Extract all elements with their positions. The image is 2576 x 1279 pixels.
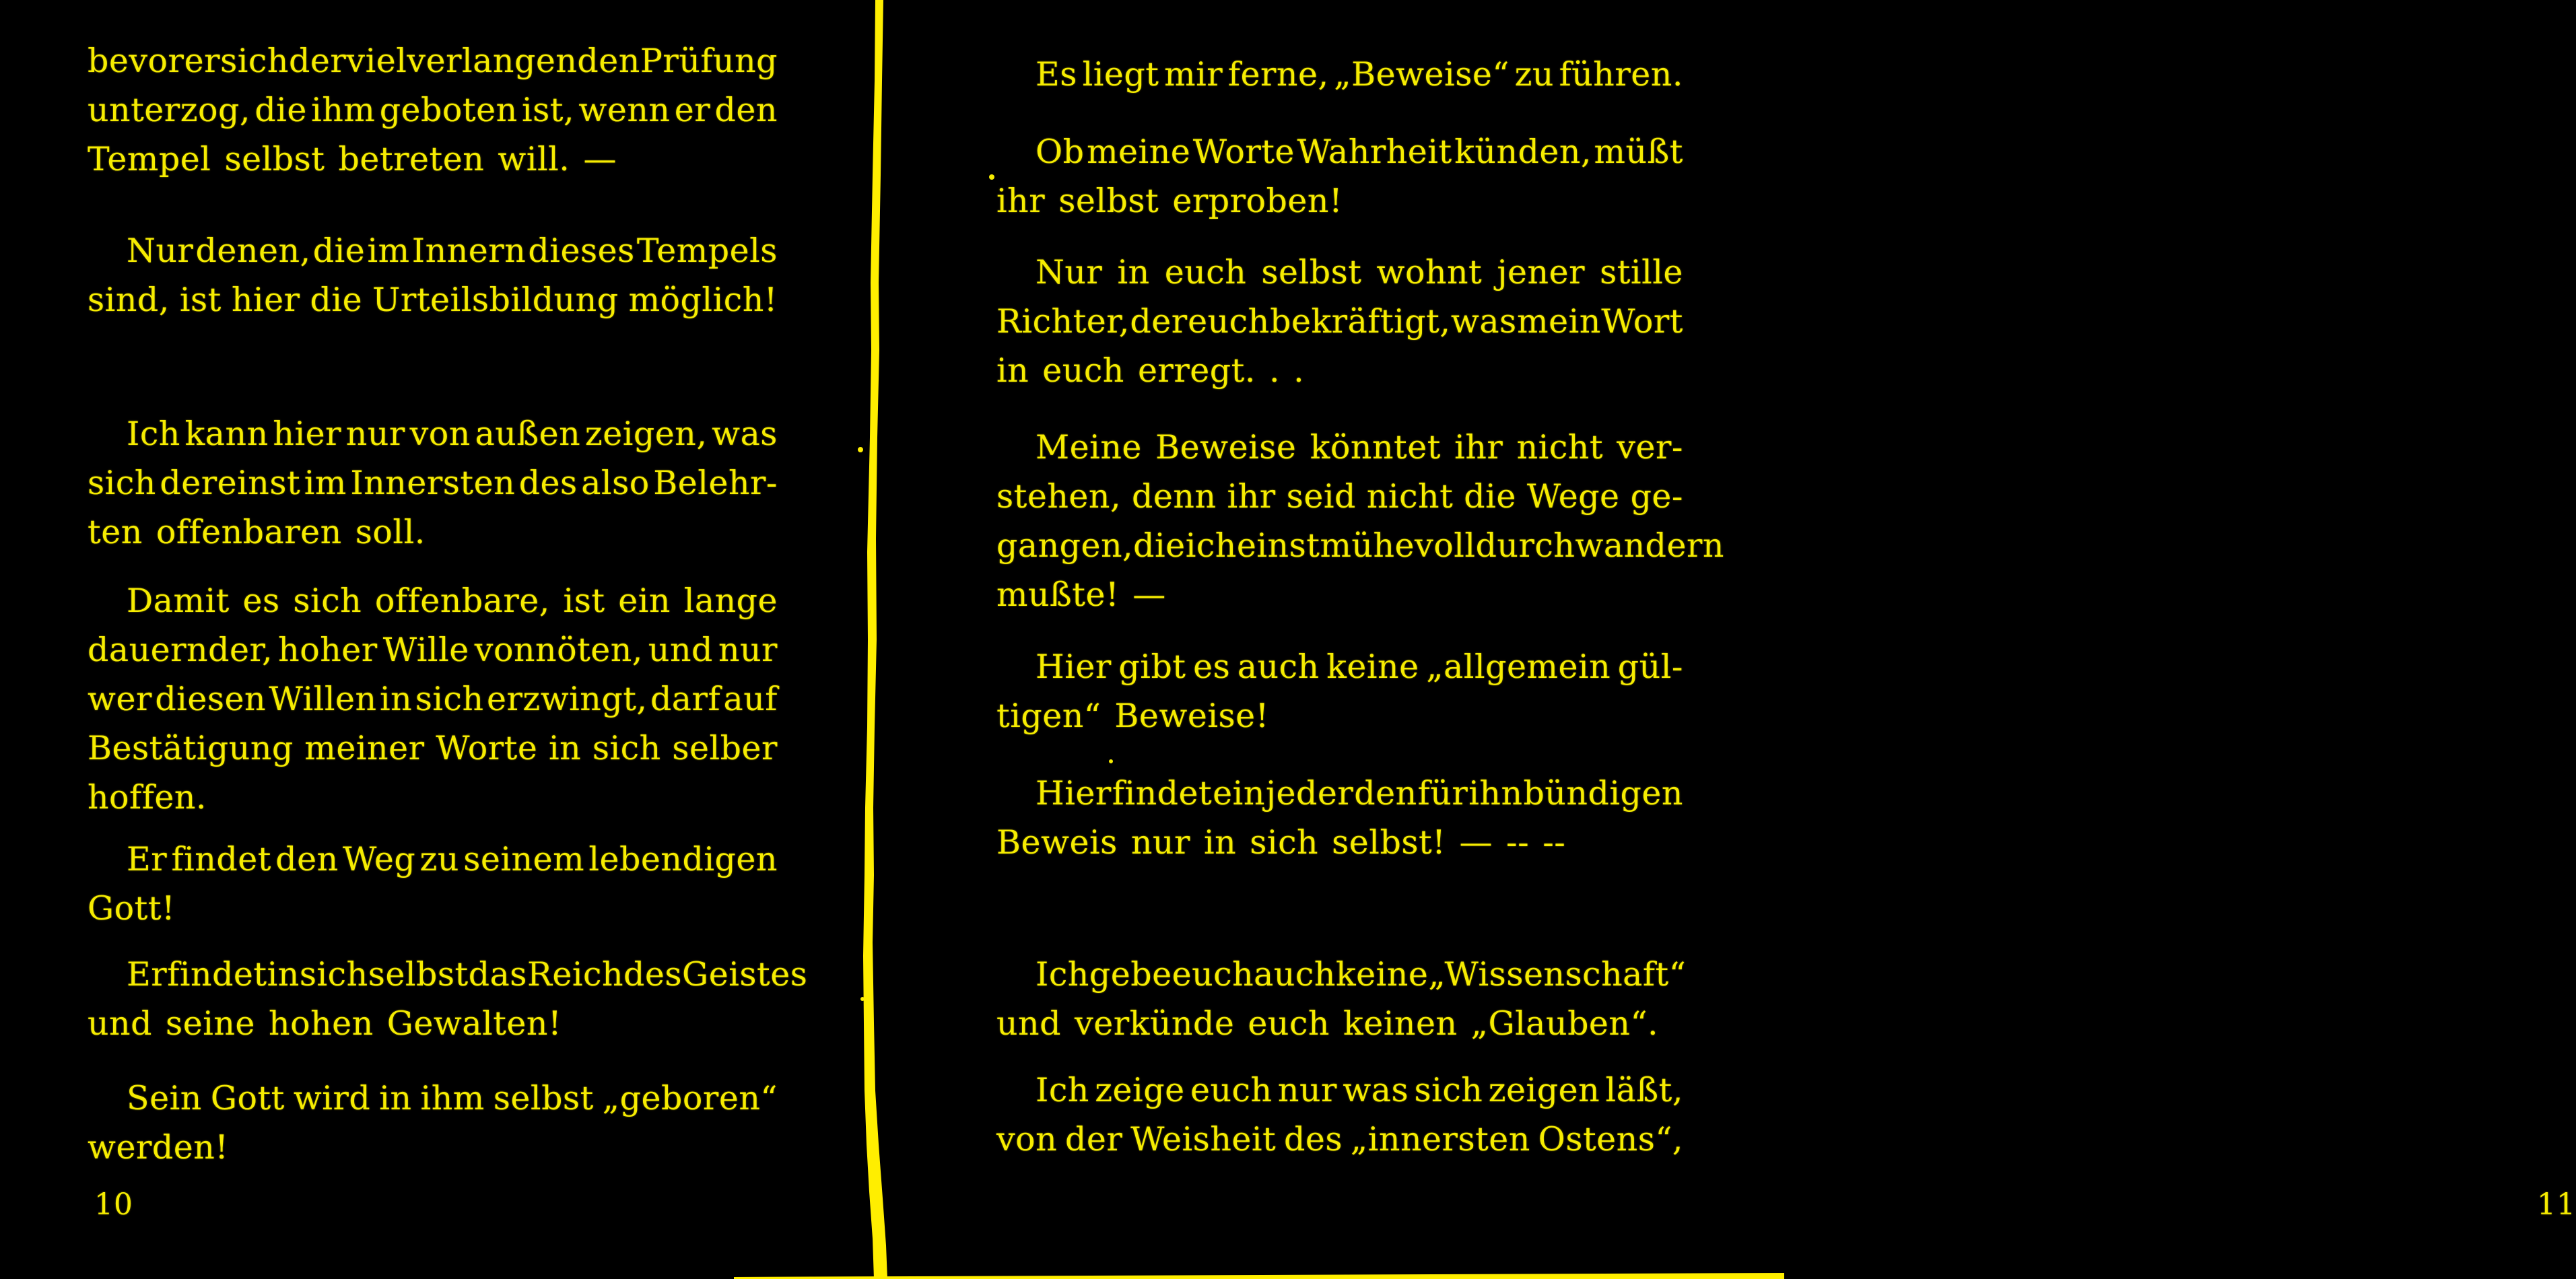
paragraph <box>996 769 1683 867</box>
paragraph <box>88 576 778 822</box>
paragraph <box>996 423 1724 619</box>
paragraph <box>996 50 1683 99</box>
text-line: Beweis nur in sich selbst! — -- -- <box>996 823 1566 862</box>
page-number-right: 11 <box>2537 1187 2576 1222</box>
paragraph <box>996 1066 1683 1164</box>
paragraph <box>996 950 1687 1048</box>
text-line: Sein Gott wird in ihm selbst „geboren“ <box>127 1079 778 1117</box>
text-line: dauernder, hoher Wille vonnöten, und nur <box>88 631 778 669</box>
text-line: hoffen. <box>88 778 207 817</box>
text-line: Ich kann hier nur von außen zeigen, was <box>127 415 778 453</box>
text-line: und seine hohen Gewalten! <box>88 1004 562 1043</box>
text-line: Ob meine Worte Wahrheit künden, müßt <box>1036 133 1683 171</box>
text-line: sich dereinst im Innersten des also Belehr- <box>88 464 778 502</box>
text-line: Hier findet ein jeder den für ihn bündigen <box>1036 774 1683 813</box>
text-line: sind, ist hier die Urteilsbildung möglich! <box>88 281 778 319</box>
text-line: Er findet den Weg zu seinem lebendigen <box>127 840 778 878</box>
text-line: bevor er sich der vielverlangenden Prüfung <box>88 42 778 80</box>
text-line: ihr selbst erproben! <box>996 182 1343 220</box>
paragraph <box>88 950 808 1048</box>
text-line: stehen, denn ihr seid nicht die Wege ge- <box>996 477 1683 516</box>
text-line: ten offenbaren soll. <box>88 513 426 551</box>
paragraph <box>88 409 778 557</box>
paragraph <box>88 36 778 184</box>
text-line: Damit es sich offenbare, ist ein lange <box>127 582 778 620</box>
text-line: von der Weisheit des „innersten Ostens“, <box>996 1120 1683 1159</box>
page-number-left: 10 <box>94 1187 133 1222</box>
paragraph <box>88 835 778 933</box>
text-line: Tempel selbst betreten will. — <box>88 140 617 178</box>
text-line: unterzog, die ihm geboten ist, wenn er den <box>88 91 778 129</box>
left-page <box>0 0 875 1279</box>
text-line: Er findet in sich selbst das Reich des Geistes <box>127 955 808 994</box>
text-line: Gott! <box>88 889 176 928</box>
text-line: wer diesen Willen in sich erzwingt, darf auf <box>88 680 778 718</box>
text-line: werden! <box>88 1128 229 1167</box>
text-line: gangen, die ich einst mühevoll durchwandern <box>996 526 1724 565</box>
text-line: Ich zeige euch nur was sich zeigen läßt, <box>1036 1071 1683 1109</box>
text-line: Nur in euch selbst wohnt jener stille <box>1036 253 1683 291</box>
text-line: Es liegt mir ferne, „Beweise“ zu führen. <box>1036 55 1683 94</box>
text-line: in euch erregt. . . <box>996 351 1305 390</box>
paragraph <box>88 226 778 324</box>
text-line: Nur denen, die im Innern dieses Tempels <box>127 232 778 270</box>
paragraph <box>996 248 1683 395</box>
text-line: Richter, der euch bekräftigt, was mein Wort <box>996 302 1683 341</box>
paragraph <box>88 1074 778 1172</box>
text-line: Bestätigung meiner Worte in sich selber <box>88 729 778 767</box>
text-line: und verkünde euch keinen „Glauben“. <box>996 1004 1659 1043</box>
text-line: Hier gibt es auch keine „allgemein gül- <box>1036 648 1683 686</box>
right-page <box>889 0 2576 1279</box>
text-line: Ich gebe euch auch keine „Wissenschaft“ <box>1036 955 1687 994</box>
text-line: mußte! — <box>996 576 1166 614</box>
text-line: Meine Beweise könntet ihr nicht ver- <box>1036 428 1683 466</box>
paragraph <box>996 642 1683 740</box>
paragraph <box>996 127 1683 226</box>
text-line: tigen“ Beweise! <box>996 697 1269 735</box>
